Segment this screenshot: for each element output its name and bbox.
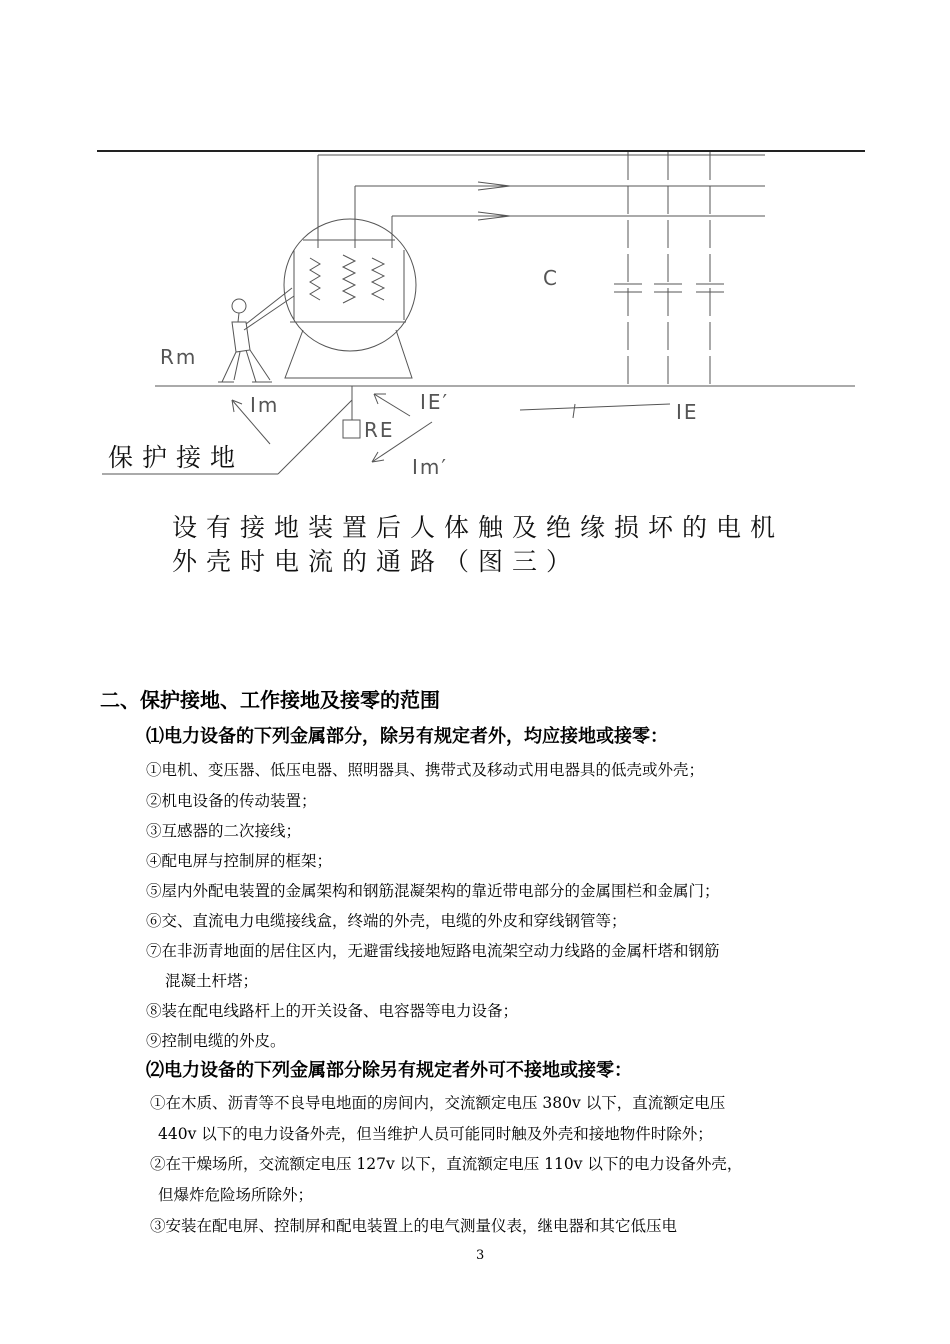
diagram-caption-line1: 设有接地装置后人体触及绝缘损坏的电机 (172, 513, 785, 542)
list-item: ①电机、变压器、低压电器、照明器具、携带式及移动式用电器具的低壳或外壳； (146, 761, 705, 779)
diagram-title: 保护接地 (108, 443, 245, 472)
list-item: 440v 以下的电力设备外壳，但当维护人员可能同时触及外壳和接地物件时除外； (158, 1125, 713, 1143)
label-ie-prime: IE′ (420, 390, 450, 414)
page-number: 3 (476, 1248, 485, 1263)
sub2-heading: ⑵电力设备的下列金属部分除另有规定者外可不接地或接零： (146, 1060, 632, 1081)
section-heading: 二、保护接地、工作接地及接零的范围 (100, 688, 440, 712)
list-item: ④配电屏与控制屏的框架； (146, 852, 333, 870)
label-c: C (543, 266, 559, 290)
label-ie: IE (676, 400, 699, 424)
list-item: 但爆炸危险场所除外； (158, 1186, 314, 1204)
diagram-caption-line2: 外壳时电流的通路（图三） (172, 547, 581, 576)
list-item: ⑥交、直流电力电缆接线盒，终端的外壳，电缆的外皮和穿线钢管等； (146, 912, 627, 930)
label-im-prime: Im′ (412, 455, 448, 479)
list-item: ③互感器的二次接线； (146, 822, 302, 840)
list-item: ⑤屋内外配电装置的金属架构和钢筋混凝架构的靠近带电部分的金属围栏和金属门； (146, 882, 720, 900)
label-rm: Rm (160, 345, 198, 369)
list-item: ⑦在非沥青地面的居住区内，无避雷线接地短路电流架空动力线路的金属杆塔和钢筋 (146, 942, 720, 960)
list-item: ③安装在配电屏、控制屏和配电装置上的电气测量仪表，继电器和其它低压电 (150, 1217, 678, 1235)
list-item: ⑨控制电缆的外皮。 (146, 1032, 286, 1050)
list-item: 混凝土杆塔； (165, 972, 259, 990)
label-re: RE (364, 418, 395, 442)
sub1-heading: ⑴电力设备的下列金属部分，除另有规定者外，均应接地或接零： (146, 726, 668, 747)
list-item: ⑧装在配电线路杆上的开关设备、电容器等电力设备； (146, 1002, 519, 1020)
list-item: ②在干燥场所，交流额定电压 127v 以下，直流额定电压 110v 以下的电力设备外壳， (150, 1155, 743, 1173)
list-item: ①在木质、沥青等不良导电地面的房间内，交流额定电压 380v 以下，直流额定电压 (150, 1094, 726, 1112)
label-im: Im (250, 393, 280, 417)
list-item: ②机电设备的传动装置； (146, 792, 317, 810)
grounding-diagram (0, 0, 950, 500)
